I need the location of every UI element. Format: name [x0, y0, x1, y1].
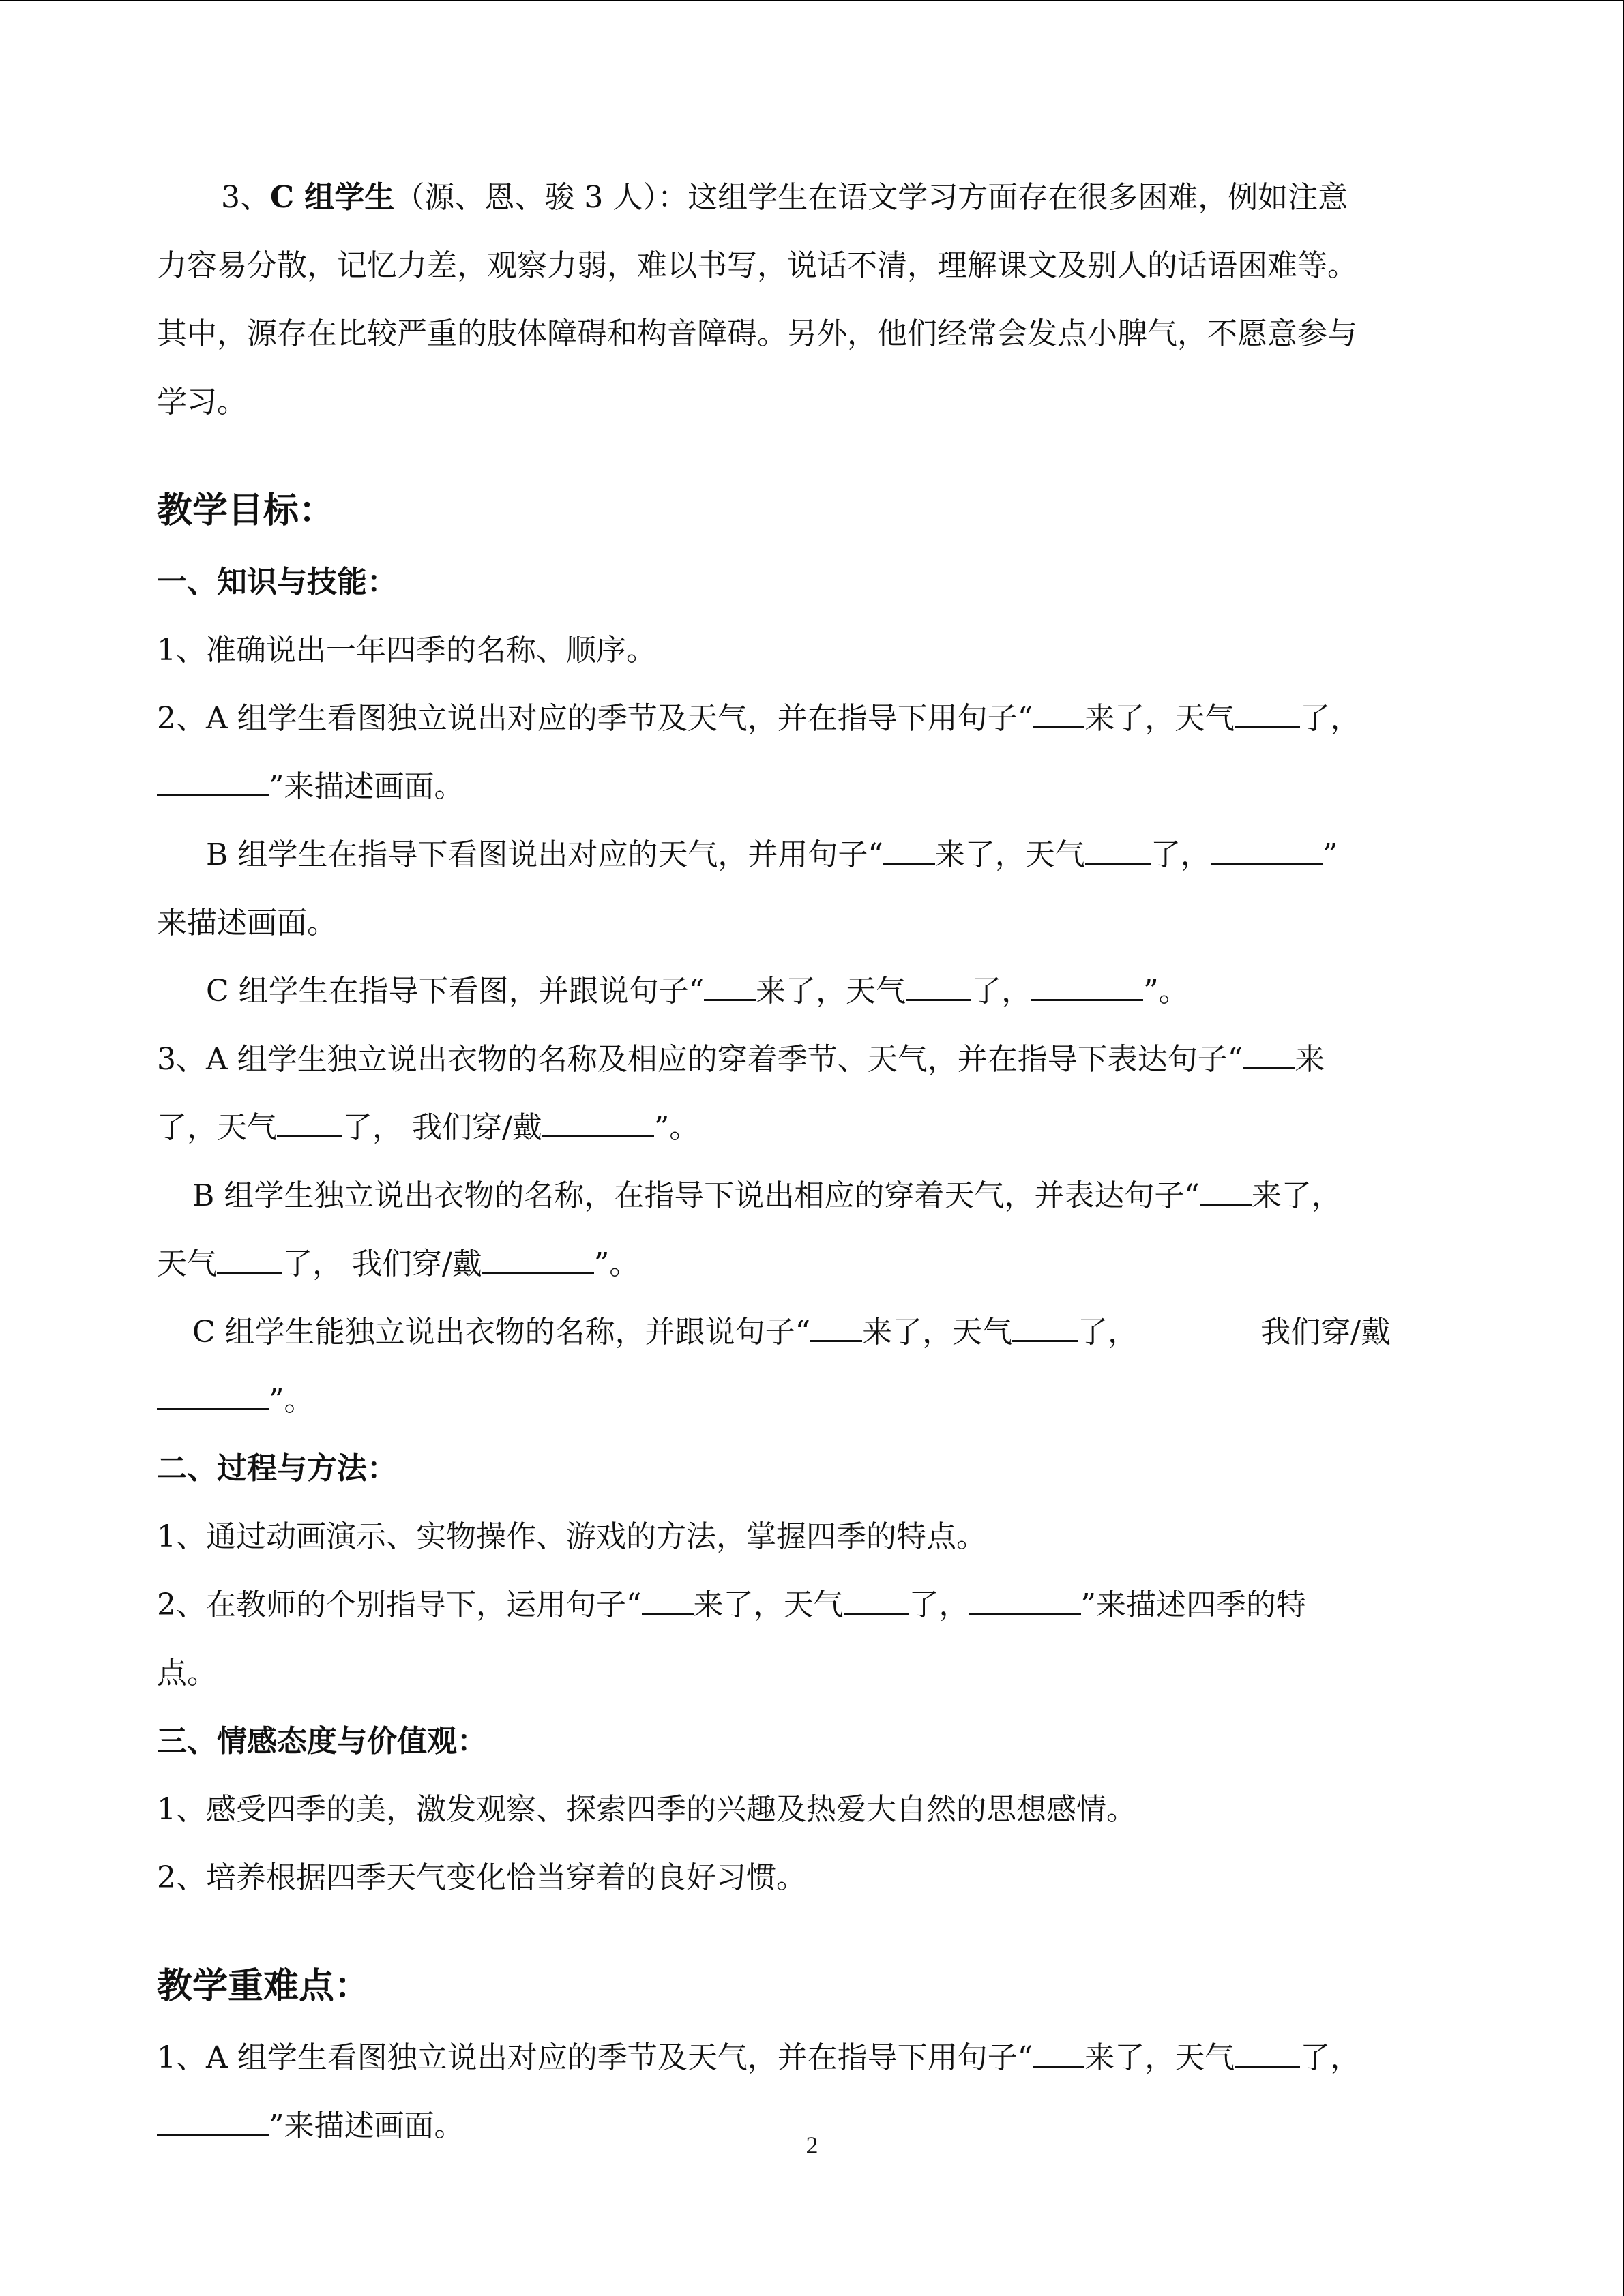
goals-s1-item-3c [157, 1298, 1480, 1367]
fill-blank [810, 1315, 862, 1342]
goals-section-3-title: 三、情感态度与价值观： [157, 1724, 487, 1759]
goals-s1-item-2b [157, 821, 1480, 889]
goals-s1-item-2a-cont [157, 753, 1480, 821]
text-span: 了， [1150, 837, 1211, 872]
text-span: 了， [1300, 701, 1361, 736]
intro-paragraph [157, 164, 1480, 436]
text-span: 来了，天气 [756, 974, 906, 1009]
intro-line-3: 其中，源存在比较严重的肢体障碍和构音障碍。另外，他们经常会发点小脾气，不愿意参与 [157, 316, 1357, 351]
text-span: ”。 [653, 1110, 700, 1145]
goals-s1-item-2b-cont: 来描述画面。 [157, 906, 337, 940]
text-span: ”。 [593, 1247, 640, 1281]
text-span: 了，天气 [157, 1110, 277, 1145]
page-number: 2 [806, 2132, 818, 2159]
text-span: 了， 我们穿/戴 [342, 1110, 542, 1145]
fill-blank [277, 1111, 342, 1137]
goals-s2-item-1: 1、通过动画演示、实物操作、游戏的方法，掌握四季的特点。 [157, 1519, 986, 1554]
text-span: 2、A 组学生看图独立说出对应的季节及天气，并在指导下用句子“ [157, 701, 1033, 736]
intro-line-2: 力容易分散，记忆力差，观察力弱，难以书写，说话不清，理解课文及别人的话语困难等。 [157, 248, 1357, 283]
text-span: ”。 [269, 1383, 314, 1418]
fill-blank [1211, 838, 1323, 865]
document-body [157, 164, 1480, 2160]
text-span: 来了，天气 [862, 1315, 1013, 1350]
goals-section-1-title: 一、知识与技能： [157, 565, 397, 599]
fill-blank [1085, 838, 1151, 865]
fill-blank [1033, 2041, 1084, 2068]
goals-s1-item-3b-cont [157, 1230, 1480, 1298]
text-span: C 组学生在指导下看图，并跟说句子“ [206, 974, 705, 1009]
fill-blank [969, 1588, 1081, 1615]
goals-s3-item-1: 1、感受四季的美，激发观察、探索四季的兴趣及热爱大自然的思想感情。 [157, 1792, 1136, 1827]
fill-blank [1235, 702, 1300, 728]
fill-blank [1031, 974, 1143, 1001]
key-points-item-1 [157, 2024, 1480, 2092]
goals-s1-item-3a-cont [157, 1094, 1480, 1162]
fill-blank [1243, 1043, 1295, 1069]
key-points-heading: 教学重难点： [157, 1965, 370, 2007]
text-span: 来了，天气 [1084, 2040, 1235, 2075]
fill-blank [704, 974, 756, 1001]
text-span: 了， [909, 1587, 969, 1622]
goals-s1-item-3c-cont [157, 1367, 1480, 1435]
intro-line-4: 学习。 [157, 385, 247, 419]
text-span: 来 [1295, 1042, 1325, 1077]
text-span: 了， [1078, 1315, 1138, 1350]
text-span: 来了，天气 [693, 1587, 844, 1622]
text-span: 来了，天气 [934, 837, 1085, 872]
goals-s1-item-3a [157, 1026, 1480, 1094]
intro-line-1-text: （源、恩、骏 3 人）：这组学生在语文学习方面存在很多困难，例如注意 [394, 180, 1348, 215]
text-span: ”。 [1143, 974, 1189, 1009]
goals-s3-item-2: 2、培养根据四季天气变化恰当穿着的良好习惯。 [157, 1860, 806, 1895]
text-span: 来了， [1251, 1178, 1342, 1213]
goals-s2-item-2-cont: 点。 [157, 1656, 217, 1690]
text-span: 1、A 组学生看图独立说出对应的季节及天气，并在指导下用句子“ [157, 2040, 1033, 2075]
goals-s1-item-2a [157, 685, 1480, 753]
intro-group-label: C 组学生 [270, 180, 395, 215]
fill-blank [542, 1111, 654, 1137]
text-span: 了， [971, 974, 1032, 1009]
fill-blank [217, 1247, 282, 1274]
text-span: 3、A 组学生独立说出衣物的名称及相应的穿着季节、天气，并在指导下表达句子“ [157, 1042, 1243, 1077]
intro-line-1 [157, 164, 1480, 232]
text-span: 天气 [157, 1247, 217, 1281]
fill-blank [844, 1588, 909, 1615]
fill-blank [883, 838, 935, 865]
fill-blank [642, 1588, 694, 1615]
text-span: 了， 我们穿/戴 [282, 1247, 482, 1281]
text-span: ”来描述画面。 [269, 769, 464, 804]
text-span: 我们穿/戴 [1260, 1315, 1391, 1350]
text-span: 了， [1300, 2040, 1361, 2075]
text-span: B 组学生独立说出衣物的名称，在指导下说出相应的穿着天气，并表达句子“ [192, 1178, 1200, 1213]
fill-blank [1200, 1179, 1252, 1206]
fill-blank [1235, 2041, 1300, 2068]
fill-blank [1012, 1315, 1078, 1342]
goals-s1-item-2c [157, 957, 1480, 1026]
text-span: 2、在教师的个别指导下，运用句子“ [157, 1587, 642, 1622]
goals-heading: 教学目标： [157, 490, 335, 531]
text-span: ” [1322, 837, 1338, 872]
fill-blank [1033, 702, 1084, 728]
goals-s2-item-2 [157, 1571, 1480, 1639]
intro-prefix: 3、 [221, 180, 270, 215]
goals-s1-item-3b [157, 1162, 1480, 1230]
goals-s1-item-1: 1、准确说出一年四季的名称、顺序。 [157, 633, 656, 668]
fill-blank [157, 770, 269, 796]
fill-blank [482, 1247, 594, 1274]
fill-blank [906, 974, 971, 1001]
text-span: B 组学生在指导下看图说出对应的天气，并用句子“ [206, 837, 883, 872]
goals-section-2-title: 二、过程与方法： [157, 1451, 397, 1486]
text-span: ”来描述画面。 [269, 2108, 464, 2143]
text-span: ”来描述四季的特 [1080, 1587, 1306, 1622]
page-top-border [0, 0, 1623, 1]
text-span: 来了，天气 [1084, 701, 1235, 736]
fill-blank [157, 1384, 269, 1410]
text-span: C 组学生能独立说出衣物的名称，并跟说句子“ [192, 1315, 811, 1350]
